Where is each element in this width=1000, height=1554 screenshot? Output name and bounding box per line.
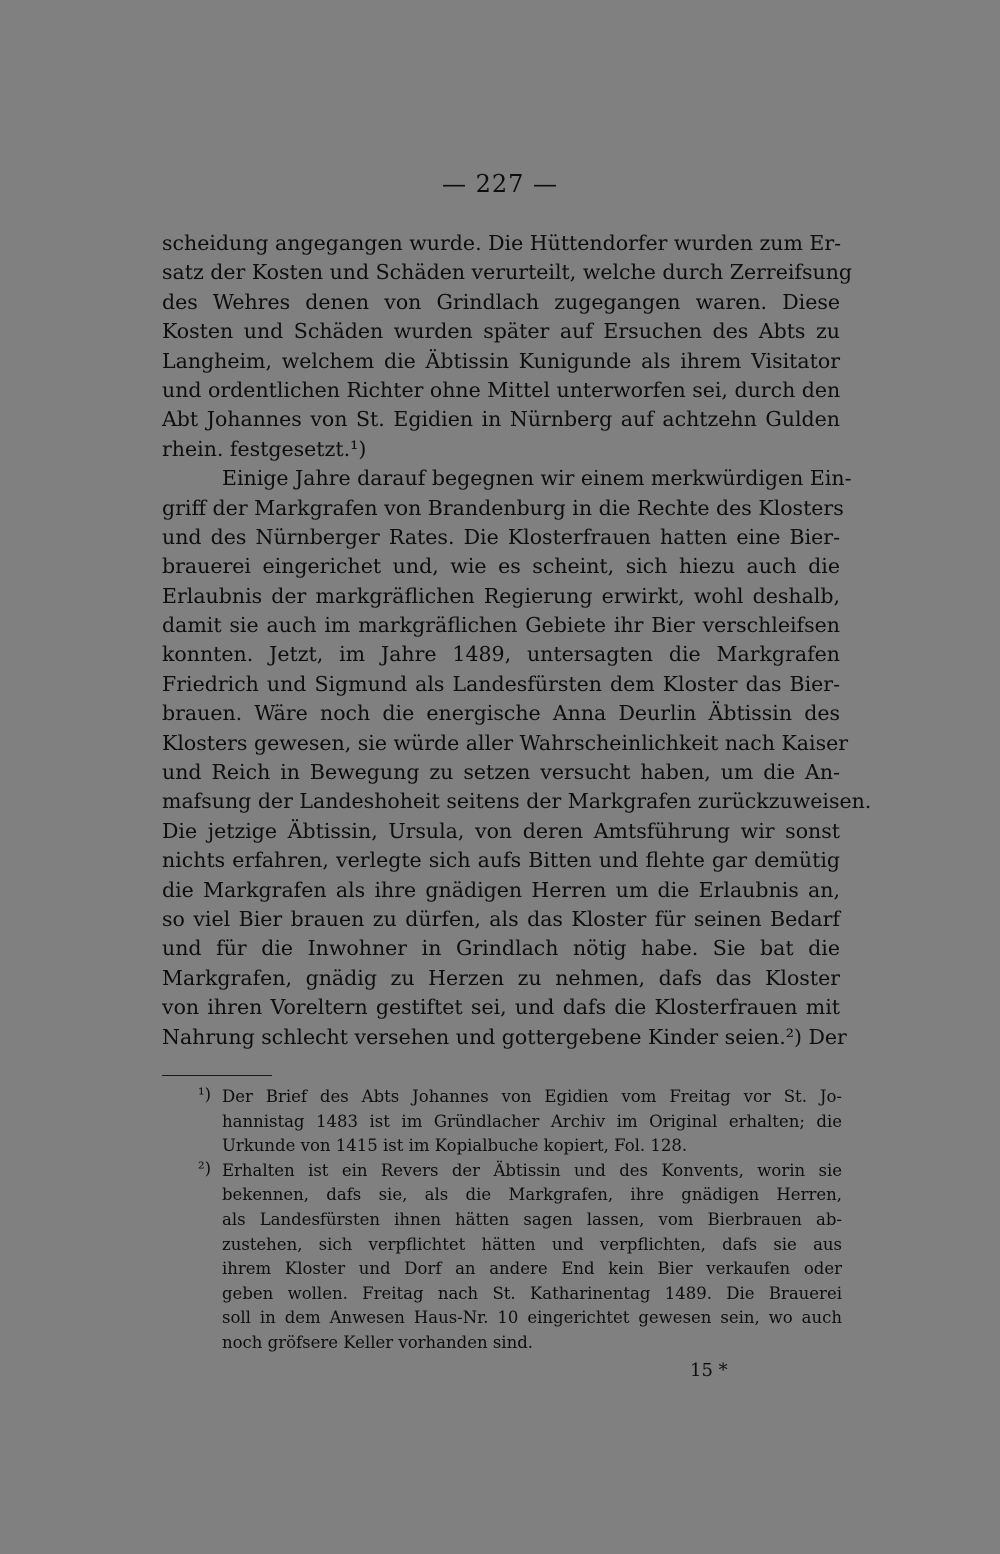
page-number: — 227 — xyxy=(441,170,559,198)
footnote-line: hannistag 1483 ist im Gründlacher Archiv im Original erhalten; die xyxy=(222,1111,842,1131)
footnote-line: geben wollen. Freitag nach St. Katharinentag 1489. Die Brauerei xyxy=(222,1283,842,1303)
body-line: damit sie auch im markgräflichen Gebiete ihr Bier verschleifsen xyxy=(162,613,840,638)
body-line: Kosten und Schäden wurden später auf Ersuchen des Abts zu xyxy=(162,319,840,344)
body-line: scheidung angegangen wurde. Die Hüttendorfer wurden zum Er- xyxy=(162,231,842,255)
body-line: Einige Jahre darauf begegnen wir einem merkwürdigen Ein- xyxy=(222,466,852,491)
footnote-line: als Landesfürsten ihnen hätten sagen lassen, vom Bierbrauen ab- xyxy=(222,1209,842,1229)
body-line: und Reich in Bewegung zu setzen versucht haben, um die An- xyxy=(162,760,840,785)
footnote-divider xyxy=(162,1075,272,1076)
footnote-line: Erhalten ist ein Revers der Äbtissin und des Konvents, worin sie xyxy=(222,1160,842,1180)
body-line: rhein. festgesetzt.¹) xyxy=(162,436,367,461)
body-text xyxy=(162,229,872,1052)
body-line: des Wehres denen von Grindlach zugegangen waren. Diese xyxy=(162,289,840,314)
body-line: Klosters gewesen, sie würde aller Wahrscheinlichkeit nach Kaiser xyxy=(162,730,849,755)
footnote-line: soll in dem Anwesen Haus-Nr. 10 eingerichtet gewesen sein, wo auch xyxy=(222,1308,842,1328)
footnote-line: noch gröfsere Keller vorhanden sind. xyxy=(222,1332,534,1352)
body-line: Die jetzige Äbtissin, Ursula, von deren Amtsführung wir sonst xyxy=(162,818,840,843)
body-line: konnten. Jetzt, im Jahre 1489, untersagten die Markgrafen xyxy=(162,642,840,667)
body-line: die Markgrafen als ihre gnädigen Herren um die Erlaubnis an, xyxy=(162,877,840,902)
body-line: griff der Markgrafen von Brandenburg in die Rechte des Klosters xyxy=(162,495,844,520)
body-line: nichts erfahren, verlegte sich aufs Bitten und flehte gar demütig xyxy=(162,848,840,873)
footnote-line: ihrem Kloster und Dorf an andere End kein Bier verkaufen oder xyxy=(222,1259,842,1279)
body-line: satz der Kosten und Schäden verurteilt, welche durch Zerreifsung xyxy=(162,260,853,285)
body-line: Erlaubnis der markgräflichen Regierung erwirkt, wohl deshalb, xyxy=(162,583,840,608)
body-line: so viel Bier brauen zu dürfen, als das Kloster für seinen Bedarf xyxy=(162,906,840,931)
body-line: und des Nürnberger Rates. Die Klosterfrauen hatten eine Bier- xyxy=(162,524,840,549)
body-line: brauen. Wäre noch die energische Anna Deurlin Äbtissin des xyxy=(162,701,840,726)
body-line: Abt Johannes von St. Egidien in Nürnberg auf achtzehn Gulden xyxy=(162,407,840,432)
footnote-line: Der Brief des Abts Johannes von Egidien vom Freitag vor St. Jo- xyxy=(222,1087,842,1106)
footnote-line: zustehen, sich verpflichtet hätten und verpflichten, dafs sie aus xyxy=(222,1234,842,1254)
body-line: mafsung der Landeshoheit seitens der Markgrafen zurückzuweisen. xyxy=(162,789,872,814)
footnote-1 xyxy=(198,1085,842,1159)
body-line: und für die Inwohner in Grindlach nötig habe. Sie bat die xyxy=(162,936,840,961)
footnote-marker: ²) xyxy=(198,1158,212,1178)
footnote-2 xyxy=(198,1158,842,1356)
body-line: brauerei eingerichet und, wie es scheint, sich hiezu auch die xyxy=(162,554,840,579)
footnote-line: Urkunde von 1415 ist im Kopialbuche kopiert, Fol. 128. xyxy=(222,1136,688,1156)
footnote-marker: ¹) xyxy=(198,1085,212,1104)
body-line: Markgrafen, gnädig zu Herzen zu nehmen, dafs das Kloster xyxy=(162,965,840,990)
footnote-line: bekennen, dafs sie, als die Markgrafen, ihre gnädigen Herren, xyxy=(222,1185,842,1205)
body-line: von ihren Voreltern gestiftet sei, und dafs die Klosterfrauen mit xyxy=(162,995,840,1020)
signature-mark: 15 * xyxy=(690,1360,728,1381)
body-line: und ordentlichen Richter ohne Mittel unterworfen sei, durch den xyxy=(162,377,841,402)
body-line: Friedrich und Sigmund als Landesfürsten dem Kloster das Bier- xyxy=(162,671,840,696)
body-line: Langheim, welchem die Äbtissin Kunigunde als ihrem Visitator xyxy=(162,348,840,373)
footnotes xyxy=(198,1085,842,1356)
body-line: Nahrung schlecht versehen und gottergebene Kinder seien.²) Der xyxy=(162,1024,847,1049)
